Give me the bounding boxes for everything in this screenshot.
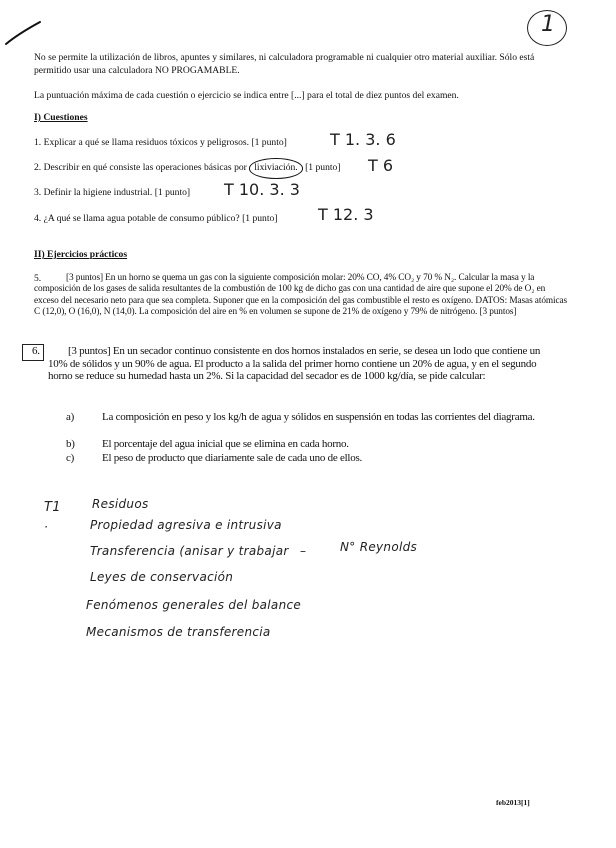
- section-1-title: I) Cuestiones: [34, 112, 88, 123]
- exercise-6-text: [3 puntos] En un secador continuo consistente en dos hornos instalados en serie, se desea un lodo que contiene un 10% de sólidos y un 90% de agua. El producto a la salida del primer horno contiene un 20% de agua, y en el segundo horno se reduce su humedad hasta un 2%. Si la capacidad del secador es de 1000 kg/día, se pide calcular:: [48, 345, 541, 383]
- handwritten-side-note: N° Reynolds: [340, 540, 418, 554]
- exercise-6-item-b-text: El porcentaje del agua inicial que se elimina en cada horno.: [102, 438, 349, 450]
- question-3-annotation: T 10. 3. 3: [224, 180, 300, 199]
- handwritten-line-3: Transferencia (anisar y trabajar: [90, 544, 289, 558]
- question-1-annotation: T 1. 3. 6: [330, 130, 396, 149]
- exercise-6-item-a-label: a): [66, 411, 75, 423]
- question-2-annotation: T 6: [368, 156, 394, 175]
- question-4: 4. ¿A qué se llama agua potable de consumo público? [1 punto]: [34, 213, 278, 224]
- exercise-6-item-a-text: La composición en peso y los kg/h de agua y sólidos en suspensión en todas las corrientes del diagrama.: [102, 411, 535, 423]
- exam-scoring: La puntuación máxima de cada cuestión o ejercicio se indica entre [...] para el total de diez puntos del examen.: [34, 90, 459, 101]
- exercise-6-item-c-text: El peso de producto que diariamente sale de cada uno de ellos.: [102, 452, 363, 464]
- page-footer: feb2013[1]: [496, 798, 530, 807]
- exercise-5-text: [3 puntos] En un horno se quema un gas con la siguiente composición molar: 20% CO, 4% CO₂ y 70 % N₂. Calcular la masa y la composición de los gases de salida resultantes de la combustión de 100 kg de dicho gas con una cantidad de aire que supone el 20% de O₂ en exceso del necesario neto para que sea completa. Suponer que en la composición del gas combustible el resto es oxígeno. DATOS: Masas atómicas C (12,0), O (16,0), N (14,0). La composición del aire en % en volumen se supone de 21% de oxígeno y 79% de nitrógeno. [3 puntos]: [34, 273, 568, 317]
- exercise-6-item-c-label: c): [66, 452, 75, 464]
- handwritten-bullet: ·: [44, 520, 49, 534]
- question-2-circled-word: [249, 158, 302, 179]
- handwritten-line-5: Fenómenos generales del balance: [86, 598, 302, 612]
- section-2-title: II) Ejercicios prácticos: [34, 249, 128, 260]
- question-2: [34, 162, 341, 175]
- question-2-text: 2. Describir en qué consiste las operaciones básicas por: [34, 162, 247, 173]
- handwritten-line-6: Mecanismos de transferencia: [86, 625, 271, 639]
- check-mark-icon: [4, 18, 44, 48]
- page-number: 1: [541, 12, 555, 37]
- handwritten-line-4: Leyes de conservación: [90, 570, 234, 584]
- exercise-5-number: 5.: [34, 273, 42, 284]
- question-1: 1. Explicar a qué se llama residuos tóxicos y peligrosos. [1 punto]: [34, 137, 287, 148]
- exercise-6-number: 6.: [32, 345, 40, 357]
- handwritten-line-1: Residuos: [92, 497, 149, 511]
- circled-word-text: lixiviación.: [254, 162, 298, 173]
- exercise-6-item-b-label: b): [66, 438, 75, 450]
- handwritten-label: T1: [44, 500, 61, 515]
- handwritten-dash: –: [300, 544, 307, 558]
- handwritten-line-2: Propiedad agresiva e intrusiva: [90, 518, 282, 532]
- question-2-points: [1 punto]: [305, 162, 341, 173]
- question-3: 3. Definir la higiene industrial. [1 punto]: [34, 187, 191, 198]
- exam-rules: No se permite la utilización de libros, apuntes y similares, ni calculadora programable ni cualquier otro material auxiliar. Sólo está permitido usar una calculadora NO PROGAMABLE.: [34, 52, 535, 76]
- question-4-annotation: T 12. 3: [318, 205, 374, 224]
